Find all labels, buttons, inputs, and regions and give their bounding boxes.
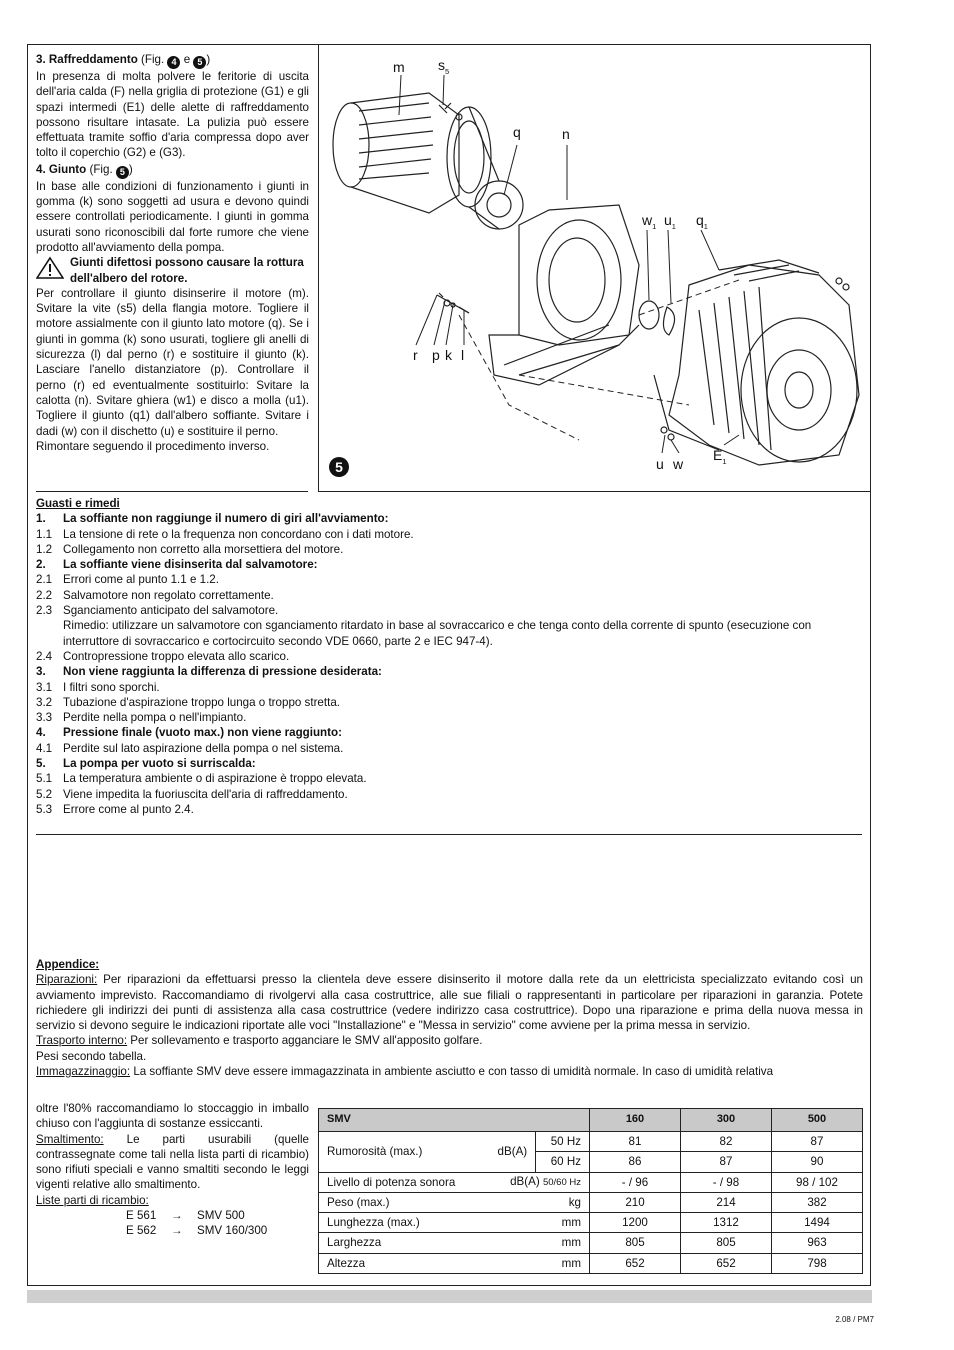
fault-item	[36, 802, 864, 817]
label-u1-sub: 1	[671, 221, 676, 231]
fault-item	[36, 618, 864, 649]
fault-item-number: 3.3	[36, 711, 53, 725]
label-k: k	[445, 347, 452, 363]
fault-item-number: 1.2	[36, 542, 53, 556]
fault-item-number	[36, 618, 63, 649]
fault-item-text: Rimedio: utilizzare un salvamotore con sganciamento ritardato in base al sovraccarico e che tenga conto della corrente di spunto (esecuzione con interruttore di sovraccarico e cortocircuito secondo VDE 0660, parte 2 e IEC 947-4).	[63, 619, 812, 648]
table-value-cell: 86	[590, 1152, 681, 1172]
label-e1-main: E	[713, 447, 723, 463]
table-header-cell: 160	[590, 1109, 681, 1132]
fault-item-number: 5.3	[36, 802, 53, 816]
section3-text: In presenza di molta polvere le feritorie di uscita dell'aria calda (F) nella griglia di protezione (G1) e gli spazi intermedi (E1) delle alette di raffreddamento possono risultare intasate. La pulizia può essere effettuata tramite soffio d'aria compressa dopo aver tolto il coperchio (G2) e (G3).	[36, 70, 309, 160]
label-q: q	[513, 124, 521, 140]
table-value-cell: 798	[772, 1253, 863, 1273]
fault-item-text: Errore come al punto 2.4.	[63, 802, 194, 816]
riparazioni-label: Riparazioni:	[36, 973, 98, 987]
figure-ref-badge: 5	[193, 56, 206, 69]
spare-lists	[36, 1208, 309, 1239]
label-q1-sub: 1	[703, 221, 708, 231]
fault-item-number: 2.4	[36, 649, 53, 663]
fault-item-number: 1.1	[36, 527, 53, 541]
fault-item-number: 3.2	[36, 695, 53, 709]
fault-item-text: Tubazione d'aspirazione troppo lunga o troppo stretta.	[63, 695, 340, 709]
row-sub: 50 Hz	[536, 1132, 590, 1152]
row-label: Lunghezza (max.)	[319, 1213, 484, 1233]
appendix-section	[36, 957, 863, 1079]
table-value-cell: 805	[681, 1233, 772, 1253]
row-unit-main: dB(A)	[510, 1175, 540, 1189]
fig-ref-prefix: (Fig.	[141, 53, 165, 66]
figure-ref-badge: 5	[116, 166, 129, 179]
faults-section	[36, 496, 864, 817]
table-row	[319, 1253, 863, 1273]
table-value-cell: - / 98	[681, 1172, 772, 1192]
fig-ref-conj: e	[183, 53, 191, 66]
fault-item	[36, 680, 864, 695]
section3-title: 3. Raffreddamento	[36, 53, 138, 66]
spare-list-code: E 561	[126, 1209, 157, 1223]
fault-item-number: 5.1	[36, 772, 53, 786]
fault-group-text: Non viene raggiunta la differenza di pressione desiderata:	[63, 665, 382, 679]
fault-item-text: La temperatura ambiente o di aspirazione è troppo elevata.	[63, 772, 367, 786]
row-unit-sub: 50/60 Hz	[542, 1177, 581, 1189]
fault-group-title	[36, 725, 864, 740]
label-n: n	[562, 126, 570, 142]
row-unit: mm	[483, 1253, 589, 1273]
table-value-cell: 963	[772, 1233, 863, 1253]
riparazioni-text: Per riparazioni da effettuarsi presso la clientela deve essere disinserito il motore dalla rete da un elettricista specializzato evitando così un avviamento imprevisto. Raccomandiamo di rivolgervi alla casa costruttrice, alle sue filiali o rappresentanti in particolare per riparazioni in garanzia. Potete richiedere gli indirizzi dei punti di assistenza alla casa costruttrice (vedere indirizzo casa costruttrice). Dopo una riparazione e prima della nuova messa in servizio si devono seguire le indicazioni riportate alle voci "Installazione" e "Messa in servizio" come avviene per la prima messa in servizio.	[36, 973, 863, 1033]
table-value-cell: 652	[590, 1253, 681, 1273]
table-value-cell: 87	[772, 1132, 863, 1152]
fault-item-text: Perdite sul lato aspirazione della pompa o nel sistema.	[63, 741, 344, 755]
smaltimento-label: Smaltimento:	[36, 1132, 104, 1146]
section4-procedure: Per controllare il giunto disinserire il motore (m). Svitare la vite (s5) della flangia motore. Togliere il motore assialmente con il giunto lato motore (q). Se i giunti in gomma (k) sono usurati, togliere gli anelli di sicurezza (l) dal perno (r) e sostituire il giunto (k). Lasciare l'anello distanziatore (p). Controllare il perno (r) ed eventualmente sostituirlo: Svitare la calotta (n). Svitare ghiera (w1) e disco a molla (u1). Togliere il giunto (q1) dall'albero soffiante. Svitare i dadi (w) con il dischetto (u) e sostituire il perno.	[36, 286, 309, 438]
table-row	[319, 1233, 863, 1253]
row-sub: 60 Hz	[536, 1152, 590, 1172]
fault-item	[36, 787, 864, 802]
label-w1-main: w	[642, 212, 653, 228]
table-value-cell: 214	[681, 1192, 772, 1212]
label-e1-sub: 1	[722, 456, 727, 466]
fault-group-text: La pompa per vuoto si surriscalda:	[63, 757, 256, 771]
table-value-cell: 90	[772, 1152, 863, 1172]
label-u1	[664, 212, 676, 231]
fault-item	[36, 588, 864, 603]
smaltimento-text: Le parti usurabili (quelle contrassegnate come tali nella lista parti di ricambio) sono rifiuti speciali e vanno smaltiti secondo le leggi vigenti relative allo smaltimento.	[36, 1132, 309, 1192]
fault-group-title	[36, 664, 864, 679]
pesi-line: Pesi secondo tabella.	[36, 1049, 147, 1063]
table-value-cell: 210	[590, 1192, 681, 1212]
spare-list-model: SMV 500	[197, 1209, 245, 1223]
faults-bottom-rule	[36, 834, 862, 835]
figure-bottom-rule	[318, 491, 871, 492]
immagazzinaggio-continuation: oltre l'80% raccomandiamo lo stoccaggio in imballo chiuso con l'aggiunta di sostanze essiccanti.	[36, 1102, 309, 1131]
fault-item-number: 4.1	[36, 741, 53, 755]
riparazioni-paragraph	[36, 972, 863, 1033]
table-value-cell: 81	[590, 1132, 681, 1152]
table-value-cell: 805	[590, 1233, 681, 1253]
fault-group-text: Pressione finale (vuoto max.) non viene raggiunto:	[63, 726, 342, 740]
fault-item	[36, 710, 864, 725]
fault-group-number: 2.	[36, 558, 46, 572]
fault-item-text: Sganciamento anticipato del salvamotore.	[63, 604, 279, 618]
arrow-icon: →	[171, 1209, 183, 1223]
exploded-view-figure	[319, 45, 871, 491]
table-row	[319, 1213, 863, 1233]
spare-list-row	[36, 1223, 309, 1238]
fault-group-title	[36, 756, 864, 771]
smaltimento-paragraph	[36, 1132, 309, 1193]
fault-item-text: La tensione di rete o la frequenza non concordano con i dati motore.	[63, 527, 414, 541]
fault-item	[36, 542, 864, 557]
table-header-row	[319, 1109, 863, 1132]
row-label: Altezza	[319, 1253, 484, 1273]
row-label: Peso (max.)	[319, 1192, 484, 1212]
spare-list-row	[36, 1208, 309, 1223]
fault-item	[36, 695, 864, 710]
table-value-cell: 1494	[772, 1213, 863, 1233]
faults-heading: Guasti e rimedi	[36, 497, 120, 510]
fault-item-text: Contropressione troppo elevata allo scarico.	[63, 649, 290, 663]
row-unit	[483, 1172, 589, 1192]
footer-bar	[27, 1290, 872, 1303]
row-unit: mm	[483, 1233, 589, 1253]
exploded-pump-drawing	[319, 45, 871, 491]
table-value-cell: 82	[681, 1132, 772, 1152]
table-value-cell: 98 / 102	[772, 1172, 863, 1192]
fig-ref-suffix: )	[128, 162, 133, 176]
row-label: Livello di potenza sonora	[319, 1172, 484, 1192]
fault-group-text: La soffiante viene disinserita dal salvamotore:	[63, 558, 318, 572]
immagazzinaggio-label: Immagazzinaggio:	[36, 1065, 131, 1079]
table-value-cell: - / 96	[590, 1172, 681, 1192]
fault-group-number: 4.	[36, 726, 46, 740]
appendix-heading: Appendice:	[36, 958, 100, 971]
label-p: p	[432, 347, 440, 363]
spare-list-code: E 562	[126, 1224, 157, 1238]
section3-heading	[36, 52, 309, 69]
fault-item-number: 5.2	[36, 787, 53, 801]
fault-group-number: 1.	[36, 512, 46, 526]
warning-text: Giunti difettosi possono causare la rottura dell'albero del rotore.	[70, 256, 304, 285]
row-label: Larghezza	[319, 1233, 484, 1253]
table-row	[319, 1132, 863, 1152]
fault-item-text: Salvamotore non regolato correttamente.	[63, 588, 274, 602]
fault-item	[36, 572, 864, 587]
table-value-cell: 652	[681, 1253, 772, 1273]
table-value-cell: 1312	[681, 1213, 772, 1233]
label-s-sub: 5	[445, 66, 450, 76]
fault-item-text: Errori come al punto 1.1 e 1.2.	[63, 573, 219, 587]
fault-group-title	[36, 557, 864, 572]
liste-label: Liste parti di ricambio:	[36, 1193, 149, 1207]
fault-item-number: 2.2	[36, 588, 53, 602]
table-row	[319, 1172, 863, 1192]
row-unit: dB(A)	[483, 1132, 535, 1173]
label-w1-sub: 1	[652, 221, 657, 231]
fault-group-number: 3.	[36, 665, 46, 679]
fault-item-number: 3.1	[36, 680, 53, 694]
maintenance-column	[36, 52, 309, 454]
immagazzinaggio-paragraph	[36, 1064, 863, 1079]
warning-icon	[36, 256, 64, 280]
fault-item-number: 2.3	[36, 604, 53, 618]
section4-closing: Rimontare seguendo il procedimento inverso.	[36, 439, 270, 453]
arrow-icon: →	[171, 1224, 183, 1238]
fault-group-text: La soffiante non raggiunge il numero di giri all'avviamento:	[63, 512, 389, 526]
fault-item	[36, 527, 864, 542]
table-header-cell: 300	[681, 1109, 772, 1132]
table-value-cell: 1200	[590, 1213, 681, 1233]
warning-block	[36, 255, 309, 286]
label-s: s	[438, 57, 445, 73]
section4-heading	[36, 162, 309, 179]
section4-title: 4. Giunto	[36, 162, 87, 176]
label-u1-main: u	[664, 212, 672, 228]
fault-item	[36, 649, 864, 664]
label-q1	[696, 212, 708, 231]
label-q1-main: q	[696, 212, 704, 228]
label-r: r	[413, 347, 418, 363]
fault-groups	[36, 511, 864, 817]
label-s5	[438, 57, 450, 76]
fault-group-title	[36, 511, 864, 526]
figure-number-badge: 5	[329, 457, 349, 477]
table-header-cell: SMV	[319, 1109, 590, 1132]
fig-ref-prefix: (Fig.	[89, 162, 113, 176]
text-bottom-rule	[36, 491, 308, 492]
table-header-cell: 500	[772, 1109, 863, 1132]
label-e1	[713, 447, 727, 466]
figure-ref-badge: 4	[167, 56, 180, 69]
fault-item	[36, 771, 864, 786]
fault-item-text: Perdite nella pompa o nell'impianto.	[63, 711, 247, 725]
row-label: Rumorosità (max.)	[319, 1132, 484, 1173]
fault-item	[36, 603, 864, 618]
fault-item-text: Viene impedita la fuoriuscita dell'aria di raffreddamento.	[63, 787, 348, 801]
table-value-cell: 87	[681, 1152, 772, 1172]
row-unit: mm	[483, 1213, 589, 1233]
fault-item	[36, 741, 864, 756]
label-u: u	[656, 456, 664, 472]
label-l: l	[461, 347, 465, 363]
row-unit: kg	[483, 1192, 589, 1212]
label-m: m	[393, 59, 405, 75]
trasporto-text: Per sollevamento e trasporto agganciare le SMV all'apposito golfare.	[127, 1034, 483, 1048]
fault-item-number: 2.1	[36, 573, 53, 587]
trasporto-label: Trasporto interno:	[36, 1034, 128, 1048]
fig-ref-suffix: )	[206, 53, 211, 66]
fault-item-text: I filtri sono sporchi.	[63, 680, 160, 694]
label-w1	[642, 212, 657, 231]
immagazzinaggio-text: La soffiante SMV deve essere immagazzinata in ambiente asciutto e con tasso di umidità normale. In caso di umidità relativa	[130, 1065, 774, 1079]
label-w: w	[673, 456, 684, 472]
trasporto-paragraph	[36, 1033, 863, 1048]
section4-text: In base alle condizioni di funzionamento i giunti in gomma (k) sono soggetti ad usura e devono quindi essere controllati periodicamente. I giunti in gomma usurati sono riconoscibili dal forte rumore che viene prodotto all'avviamento della pompa.	[36, 179, 309, 254]
footer-code: 2.08 / PM7	[835, 1315, 874, 1324]
appendix-left-column	[36, 1101, 309, 1239]
spare-list-model: SMV 160/300	[197, 1224, 268, 1238]
fault-item-text: Collegamento non corretto alla morsettiera del motore.	[63, 542, 344, 556]
fault-group-number: 5.	[36, 757, 46, 771]
specs-table	[318, 1108, 863, 1274]
table-value-cell: 382	[772, 1192, 863, 1212]
table-row	[319, 1192, 863, 1212]
